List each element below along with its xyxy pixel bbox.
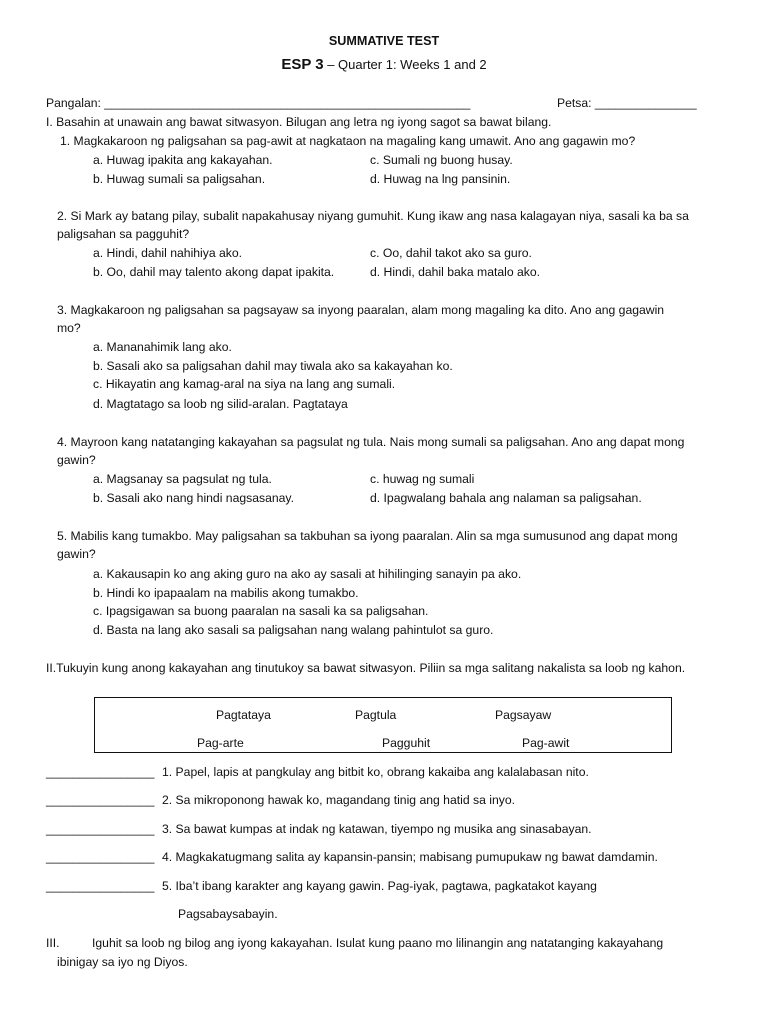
answer-blank[interactable]: ________________ xyxy=(46,879,155,893)
q4-option-a[interactable]: a. Magsanay sa pagsulat ng tula. xyxy=(93,472,272,486)
q1-option-c[interactable]: c. Sumali ng buong husay. xyxy=(370,153,513,167)
q5-text-line1: 5. Mabilis kang tumakbo. May paligsahan sa takbuhan sa iyong paaralan. Alin sa mga sumusunod ang dapat mong xyxy=(57,529,678,543)
part3-text-line1: Iguhit sa loob ng bilog ang iyong kakayahan. Isulat kung paano mo lilinangin ang natatanging kakayahang xyxy=(92,936,664,950)
q2-option-d[interactable]: d. Hindi, dahil baka matalo ako. xyxy=(370,265,541,279)
test-subtitle xyxy=(0,56,768,74)
q1-option-a[interactable]: a. Huwag ipakita ang kakayahan. xyxy=(93,153,273,167)
word-bank-item: Pagsayaw xyxy=(495,708,552,722)
answer-blank[interactable]: ________________ xyxy=(46,765,155,779)
q4-option-c[interactable]: c. huwag ng sumali xyxy=(370,472,475,486)
part2-item: 3. Sa bawat kumpas at indak ng katawan, tiyempo ng musika ang sinasabayan. xyxy=(162,822,592,836)
q5-option-d[interactable]: d. Basta na lang ako sasali sa paligsahan nang walang pahintulot sa guro. xyxy=(93,623,494,637)
q1-option-b[interactable]: b. Huwag sumali sa paligsahan. xyxy=(93,172,266,186)
answer-blank[interactable]: ________________ xyxy=(46,850,155,864)
q5-option-c[interactable]: c. Ipagsigawan sa buong paaralan na sasali ka sa paligsahan. xyxy=(93,604,429,618)
part2-item: 1. Papel, lapis at pangkulay ang bitbit ko, obrang kakaiba ang kalalabasan nito. xyxy=(162,765,589,779)
part3-text-line2: ibinigay sa iyo ng Diyos. xyxy=(57,955,188,969)
word-bank-item: Pagtula xyxy=(355,708,397,722)
q2-option-c[interactable]: c. Oo, dahil takot ako sa guro. xyxy=(370,246,532,260)
q1-text: 1. Magkakaroon ng paligsahan sa pag-awit at nagkataon na magaling kang umawit. Ano ang gagawin mo? xyxy=(60,134,636,148)
q2-option-b[interactable]: b. Oo, dahil may talento akong dapat ipakita. xyxy=(93,265,335,279)
part2-item: 2. Sa mikroponong hawak ko, magandang tinig ang hatid sa inyo. xyxy=(162,793,515,807)
q1-option-d[interactable]: d. Huwag na lng pansinin. xyxy=(370,172,511,186)
word-bank-item: Pag-arte xyxy=(197,736,244,750)
part3-label: III. xyxy=(46,936,60,950)
date-field[interactable]: Petsa: _______________ xyxy=(557,96,697,110)
q5-option-a[interactable]: a. Kakausapin ko ang aking guro na ako ay sasali at hihilinging sanayin pa ako. xyxy=(93,567,522,581)
word-bank-item: Pagtataya xyxy=(216,708,271,722)
test-title: SUMMATIVE TEST xyxy=(328,34,440,48)
q3-option-c[interactable]: c. Hikayatin ang kamag-aral na siya na lang ang sumali. xyxy=(93,377,396,391)
q5-text-line2: gawin? xyxy=(57,547,96,561)
answer-blank[interactable]: ________________ xyxy=(46,822,155,836)
name-field[interactable]: Pangalan: ______________________________________________________ xyxy=(46,96,471,110)
part2-instruction: II.Tukuyin kung anong kakayahan ang tinutukoy sa bawat sitwasyon. Piliin sa mga salitang nakalista sa loob ng kahon. xyxy=(46,661,686,675)
part2-item-continuation: Pagsabaysabayin. xyxy=(178,907,278,921)
subject-code: ESP 3 xyxy=(281,56,324,73)
word-bank-item: Pagguhit xyxy=(382,736,431,750)
q2-text-line1: 2. Si Mark ay batang pilay, subalit napakahusay niyang gumuhit. Kung ikaw ang nasa kalagayan niya, sasali ka ba sa xyxy=(57,209,689,223)
part1-instruction: I. Basahin at unawain ang bawat sitwasyon. Bilugan ang letra ng iyong sagot sa bawat bilang. xyxy=(46,115,552,129)
word-bank-item: Pag-awit xyxy=(522,736,570,750)
quarter-weeks: – Quarter 1: Weeks 1 and 2 xyxy=(323,57,487,72)
part2-item: 5. Iba’t ibang karakter ang kayang gawin. Pag-iyak, pagtawa, pagkatakot kayang xyxy=(162,879,597,893)
q2-option-a[interactable]: a. Hindi, dahil nahihiya ako. xyxy=(93,246,243,260)
q4-text-line1: 4. Mayroon kang natatanging kakayahan sa pagsulat ng tula. Nais mong sumali sa paligsahan. Ano ang dapat mong xyxy=(57,435,685,449)
q4-option-b[interactable]: b. Sasali ako nang hindi nagsasanay. xyxy=(93,491,295,505)
q3-option-a[interactable]: a. Mananahimik lang ako. xyxy=(93,340,232,354)
q5-option-b[interactable]: b. Hindi ko ipapaalam na mabilis akong tumakbo. xyxy=(93,586,359,600)
q3-text-line2: mo? xyxy=(57,321,81,335)
q3-text-line1: 3. Magkakaroon ng paligsahan sa pagsayaw sa inyong paaralan, alam mong magaling ka dito. Ano ang gagawin xyxy=(57,303,665,317)
answer-blank[interactable]: ________________ xyxy=(46,793,155,807)
q3-option-b[interactable]: b. Sasali ako sa paligsahan dahil may tiwala ako sa kakayahan ko. xyxy=(93,359,453,373)
q4-option-d[interactable]: d. Ipagwalang bahala ang nalaman sa paligsahan. xyxy=(370,491,642,505)
q2-text-line2: paligsahan sa pagguhit? xyxy=(57,227,190,241)
part2-item: 4. Magkakatugmang salita ay kapansin-pansin; mabisang pumupukaw ng bawat damdamin. xyxy=(162,850,658,864)
q4-text-line2: gawin? xyxy=(57,453,96,467)
q3-option-d[interactable]: d. Magtatago sa loob ng silid-aralan. Pagtataya xyxy=(93,397,348,411)
